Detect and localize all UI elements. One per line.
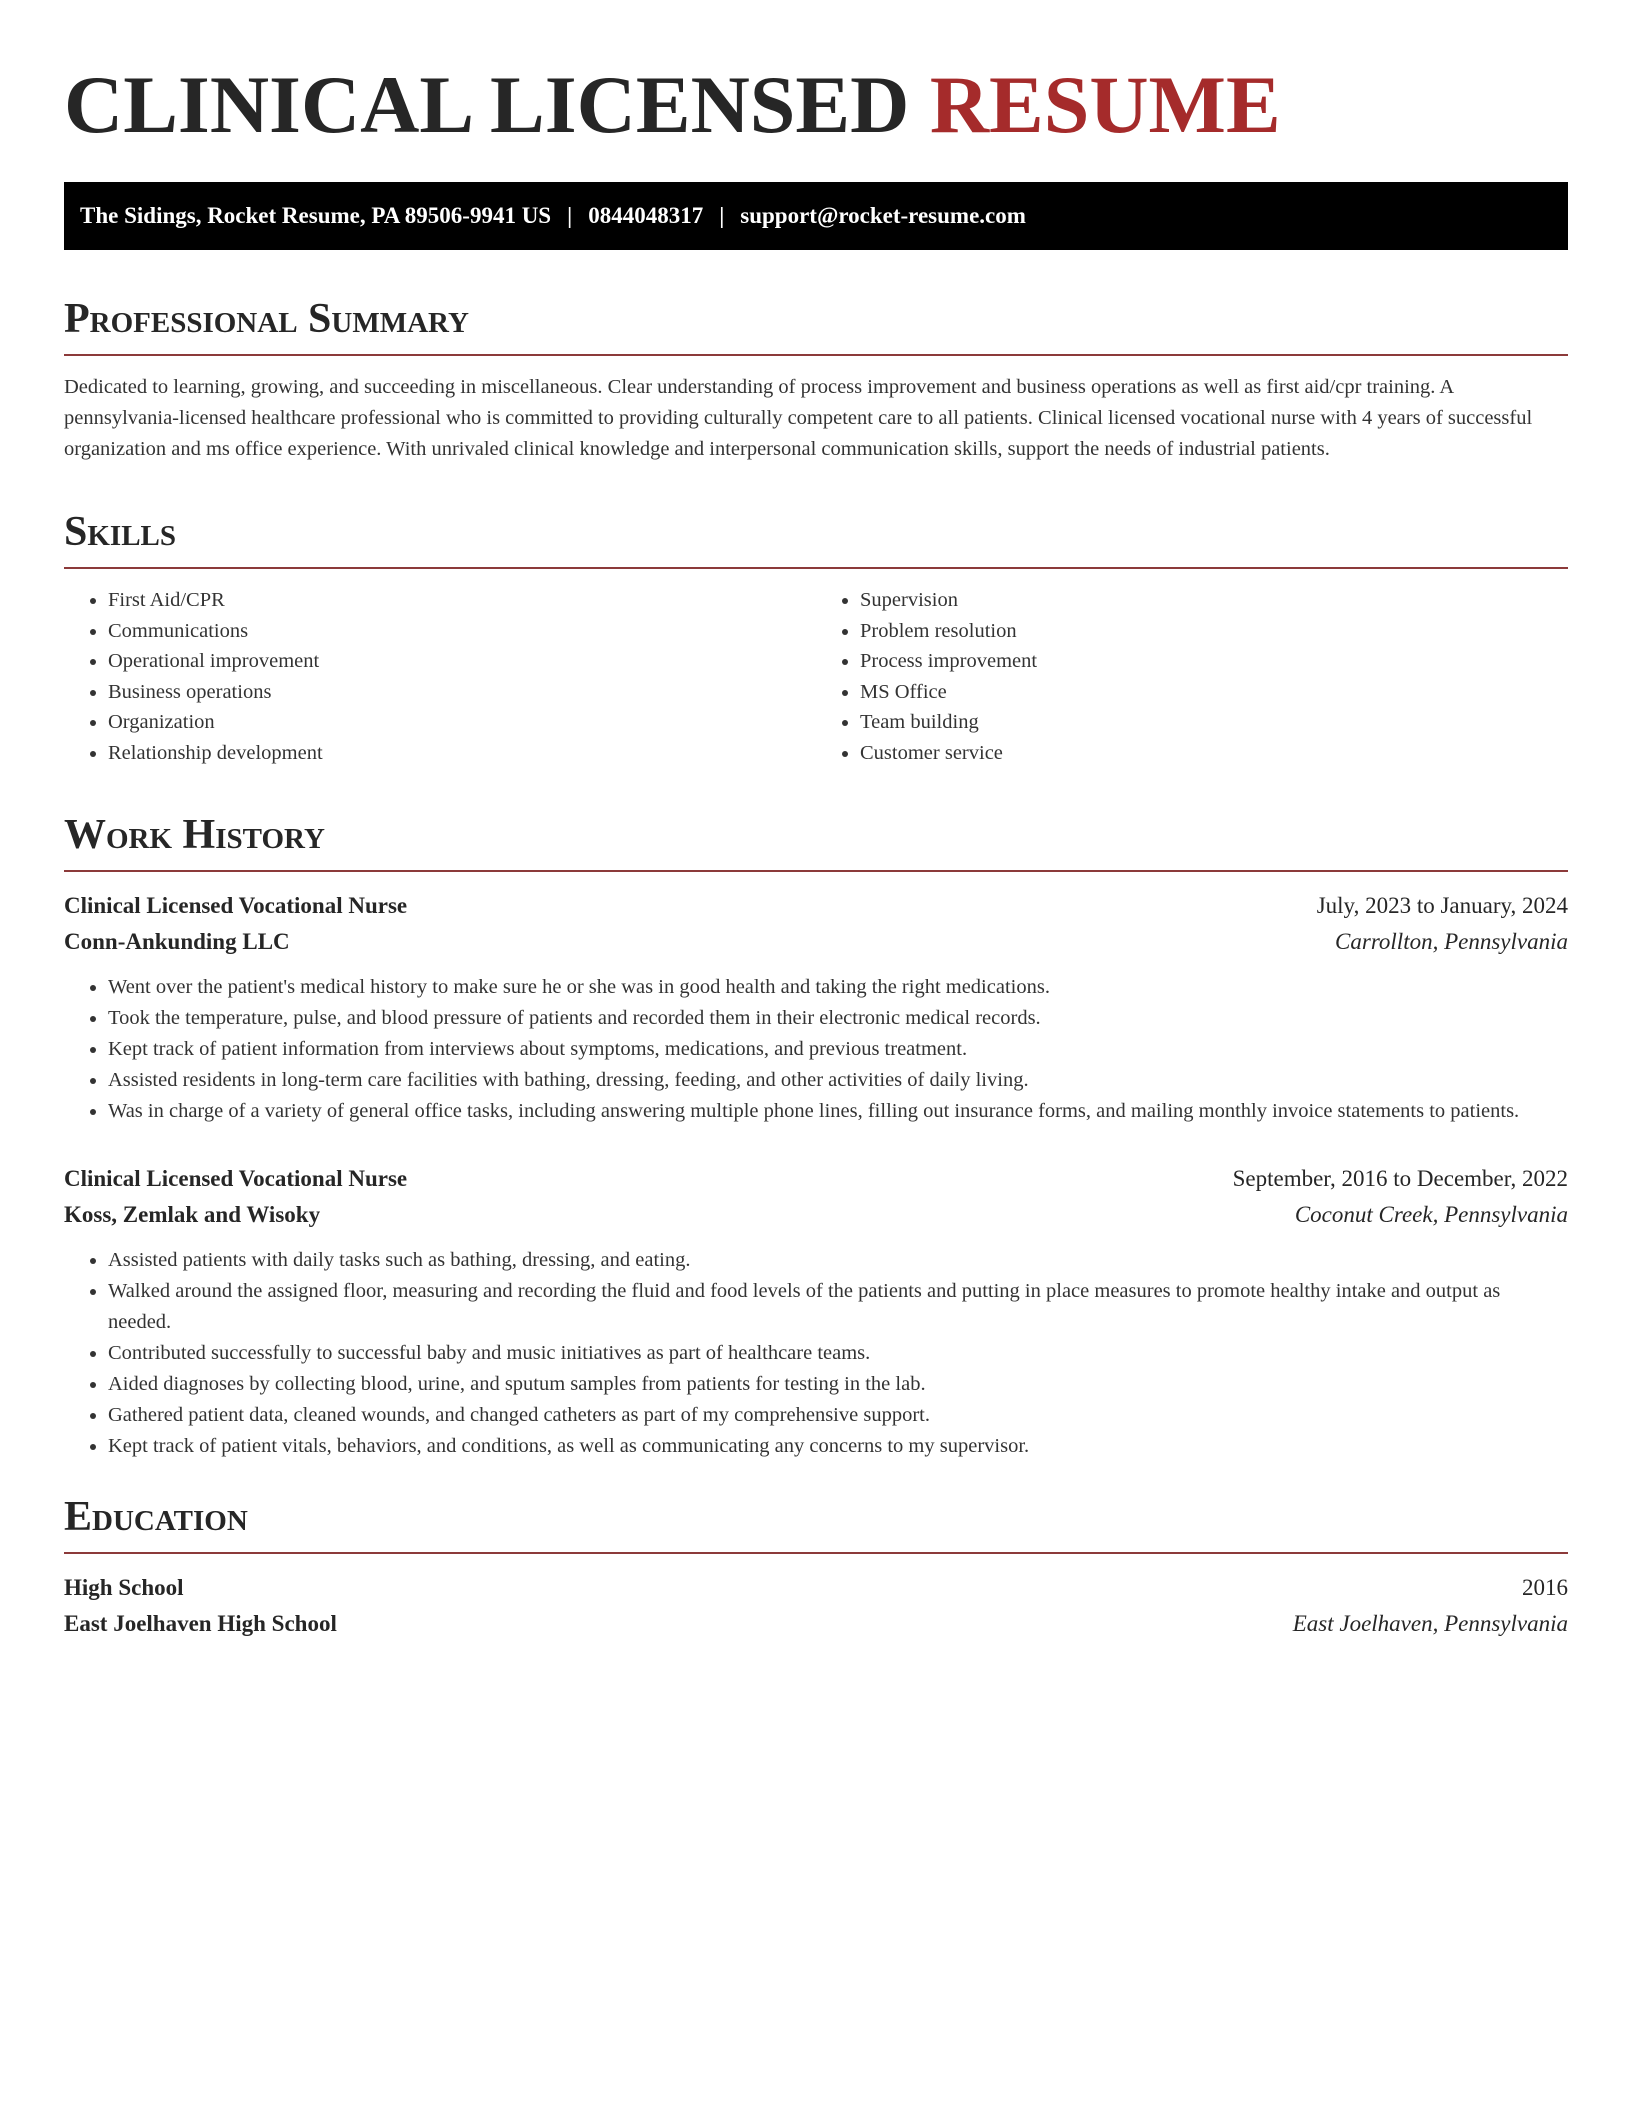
job-dates: July, 2023 to January, 2024 xyxy=(1316,893,1568,918)
name-accent: RESUME xyxy=(929,59,1281,150)
skill-item: • MS Office xyxy=(860,677,1568,708)
job-company: Koss, Zemlak and Wisoky xyxy=(64,1202,321,1227)
skill-item: • Communications xyxy=(108,616,816,647)
section-divider xyxy=(64,354,1568,356)
education-school-row xyxy=(64,1606,1568,1642)
resume-title xyxy=(64,58,1568,150)
skill-item: • Operational improvement xyxy=(108,646,816,677)
education-year: 2016 xyxy=(1522,1575,1568,1600)
section-divider xyxy=(64,567,1568,569)
skill-item: • Team building xyxy=(860,707,1568,738)
section-title-work-history: Work History xyxy=(64,812,325,858)
skills-columns xyxy=(64,585,1568,768)
education-location: East Joelhaven, Pennsylvania xyxy=(1292,1611,1568,1636)
section-divider xyxy=(64,870,1568,872)
duty-item: • Kept track of patient vitals, behaviors, and conditions, as well as communicating any concerns to my supervisor. xyxy=(108,1431,1568,1462)
job-company: Conn-Ankunding LLC xyxy=(64,929,290,954)
contact-separator: | xyxy=(567,203,573,228)
contact-separator: | xyxy=(719,203,725,228)
job-duties-list xyxy=(64,972,1568,1127)
education-degree: High School xyxy=(64,1575,184,1600)
skill-item: • Process improvement xyxy=(860,646,1568,677)
job-title: Clinical Licensed Vocational Nurse xyxy=(64,893,408,918)
job-duties-list xyxy=(64,1245,1568,1462)
skill-item: • Organization xyxy=(108,707,816,738)
duty-item: • Assisted patients with daily tasks such as bathing, dressing, and eating. xyxy=(108,1245,1568,1276)
job-company-row xyxy=(64,1197,1568,1233)
skill-item: • Customer service xyxy=(860,738,1568,769)
job-header-row xyxy=(64,1161,1568,1197)
summary-text: Dedicated to learning, growing, and succeeding in miscellaneous. Clear understanding of process improvement and business operations as well as first aid/cpr training. A pennsylvania-licensed healthcare professional who is committed to providing culturally competent care to all patients. Clinical licensed vocational nurse with 4 years of successful organization and ms office experience. With unrivaled clinical knowledge and interpersonal communication skills, support the needs of industrial patients. xyxy=(64,376,1533,460)
duty-item: • Aided diagnoses by collecting blood, urine, and sputum samples from patients for testing in the lab. xyxy=(108,1369,1568,1400)
job-dates: September, 2016 to December, 2022 xyxy=(1232,1166,1568,1191)
job-title: Clinical Licensed Vocational Nurse xyxy=(64,1166,408,1191)
education-header-row xyxy=(64,1570,1568,1606)
job-location: Carrollton, Pennsylvania xyxy=(1335,929,1568,954)
job-entry xyxy=(64,1161,1568,1462)
skill-item: • Problem resolution xyxy=(860,616,1568,647)
section-title-skills: Skills xyxy=(64,509,177,555)
duty-item: • Assisted residents in long-term care facilities with bathing, dressing, feeding, and other activities of daily living. xyxy=(108,1065,1568,1096)
name-main: CLINICAL LICENSED xyxy=(64,59,910,150)
job-company-row xyxy=(64,924,1568,960)
skill-item: • Supervision xyxy=(860,585,1568,616)
section-divider xyxy=(64,1552,1568,1554)
work-history-section xyxy=(64,814,1568,1462)
section-title-education: Education xyxy=(64,1494,248,1540)
job-header-row xyxy=(64,888,1568,924)
skills-list-left xyxy=(64,585,816,768)
job-entry xyxy=(64,888,1568,1127)
contact-address: The Sidings, Rocket Resume, PA 89506-9941 US xyxy=(80,203,552,228)
education-section xyxy=(64,1496,1568,1642)
education-school: East Joelhaven High School xyxy=(64,1611,337,1636)
duty-item: • Took the temperature, pulse, and blood pressure of patients and recorded them in their electronic medical records. xyxy=(108,1003,1568,1034)
skills-list-right xyxy=(816,585,1568,768)
skill-item: • Relationship development xyxy=(108,738,816,769)
skills-section xyxy=(64,511,1568,768)
section-title-summary: Professional Summary xyxy=(64,296,469,342)
skill-item: • Business operations xyxy=(108,677,816,708)
contact-bar xyxy=(64,182,1568,250)
duty-item: • Was in charge of a variety of general office tasks, including answering multiple phone lines, filling out insurance forms, and mailing monthly invoice statements to patients. xyxy=(108,1096,1568,1127)
summary-section xyxy=(64,298,1568,465)
duty-item: • Went over the patient's medical history to make sure he or she was in good health and taking the right medications. xyxy=(108,972,1568,1003)
contact-email[interactable]: support@rocket-resume.com xyxy=(740,203,1026,228)
duty-item: • Gathered patient data, cleaned wounds, and changed catheters as part of my comprehensive support. xyxy=(108,1400,1568,1431)
job-location: Coconut Creek, Pennsylvania xyxy=(1294,1202,1568,1227)
duty-item: • Contributed successfully to successful baby and music initiatives as part of healthcare teams. xyxy=(108,1338,1568,1369)
duty-item: • Walked around the assigned floor, measuring and recording the fluid and food levels of the patients and putting in place measures to promote healthy intake and output as needed. xyxy=(108,1276,1568,1338)
contact-phone: 0844048317 xyxy=(588,203,704,228)
duty-item: • Kept track of patient information from interviews about symptoms, medications, and previous treatment. xyxy=(108,1034,1568,1065)
skill-item: • First Aid/CPR xyxy=(108,585,816,616)
